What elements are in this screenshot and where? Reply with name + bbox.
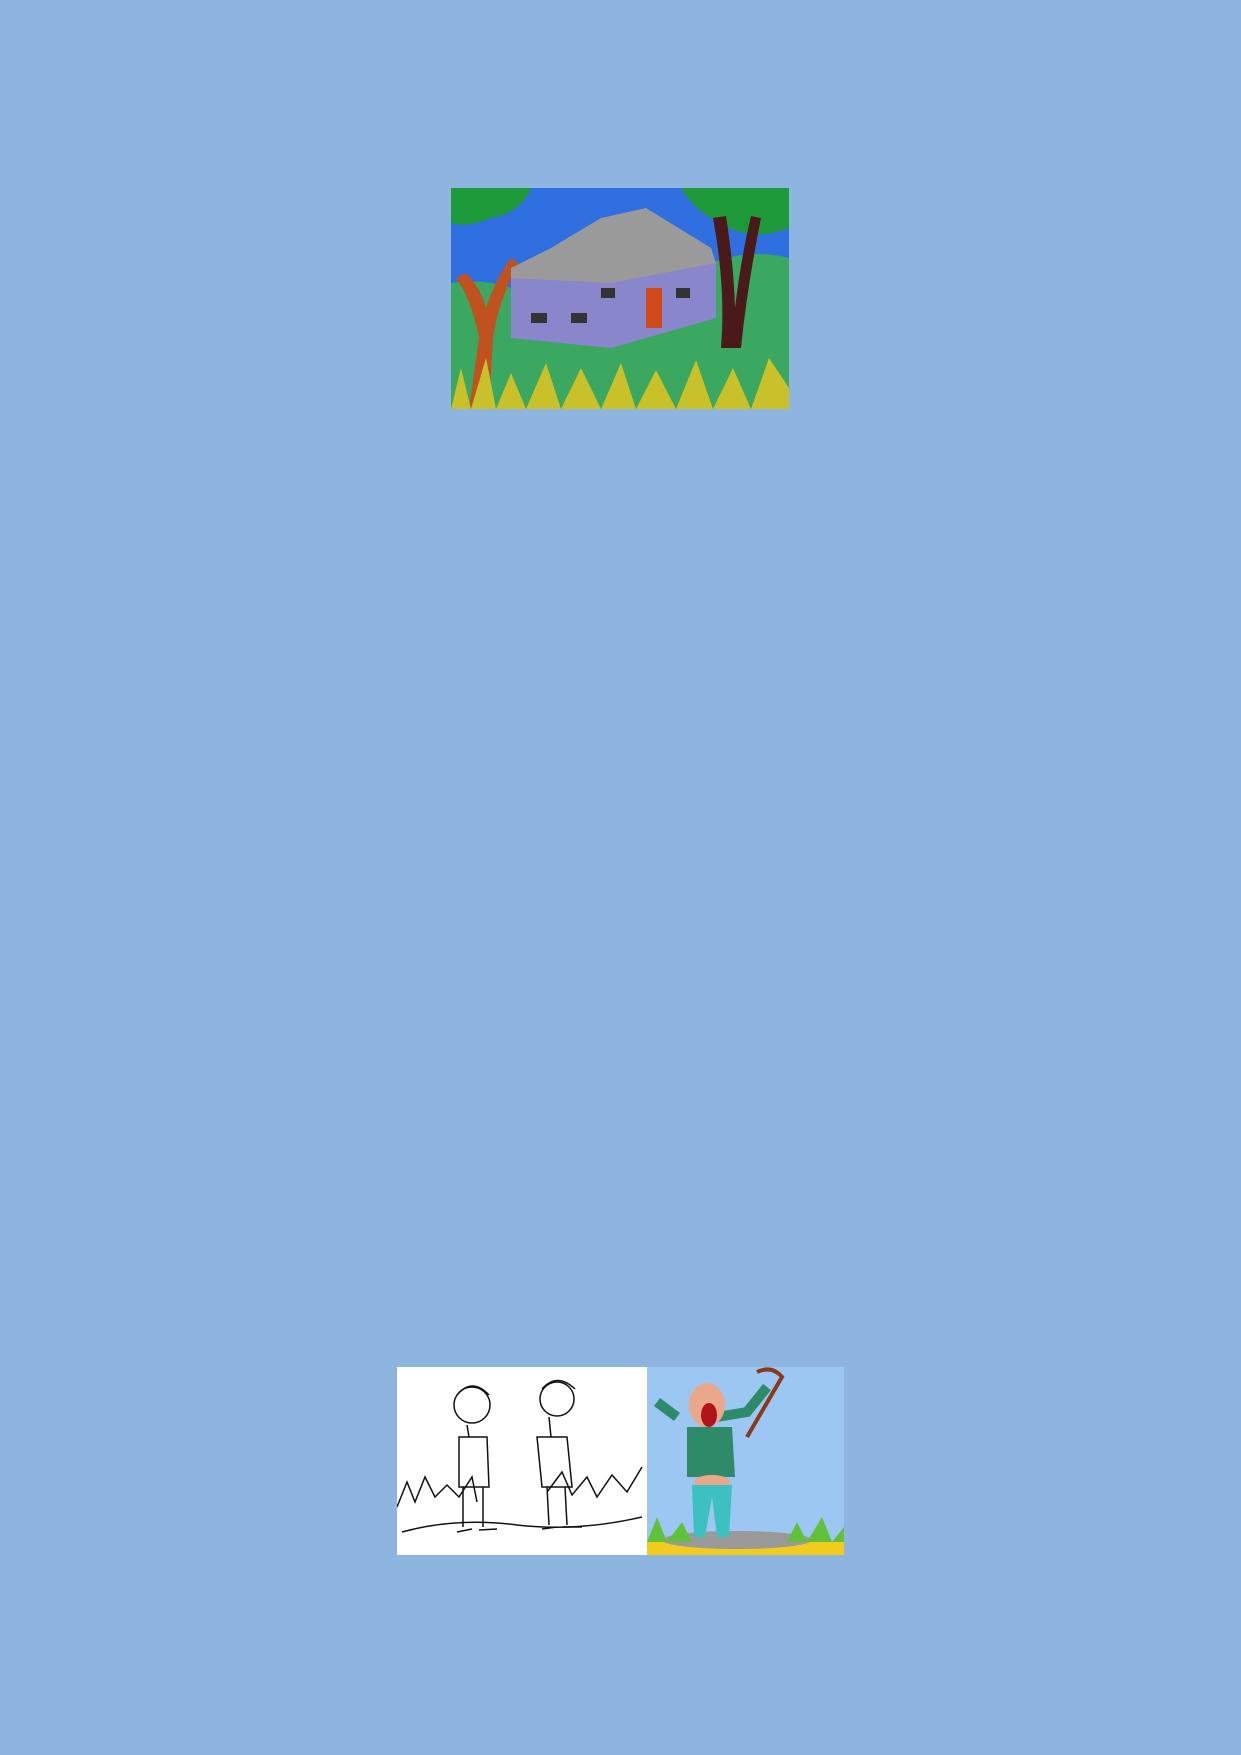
old-man-illustration <box>647 1367 844 1555</box>
boys-sketch-illustration <box>397 1367 647 1555</box>
house-illustration <box>451 188 789 409</box>
poem-title <box>0 150 1241 178</box>
